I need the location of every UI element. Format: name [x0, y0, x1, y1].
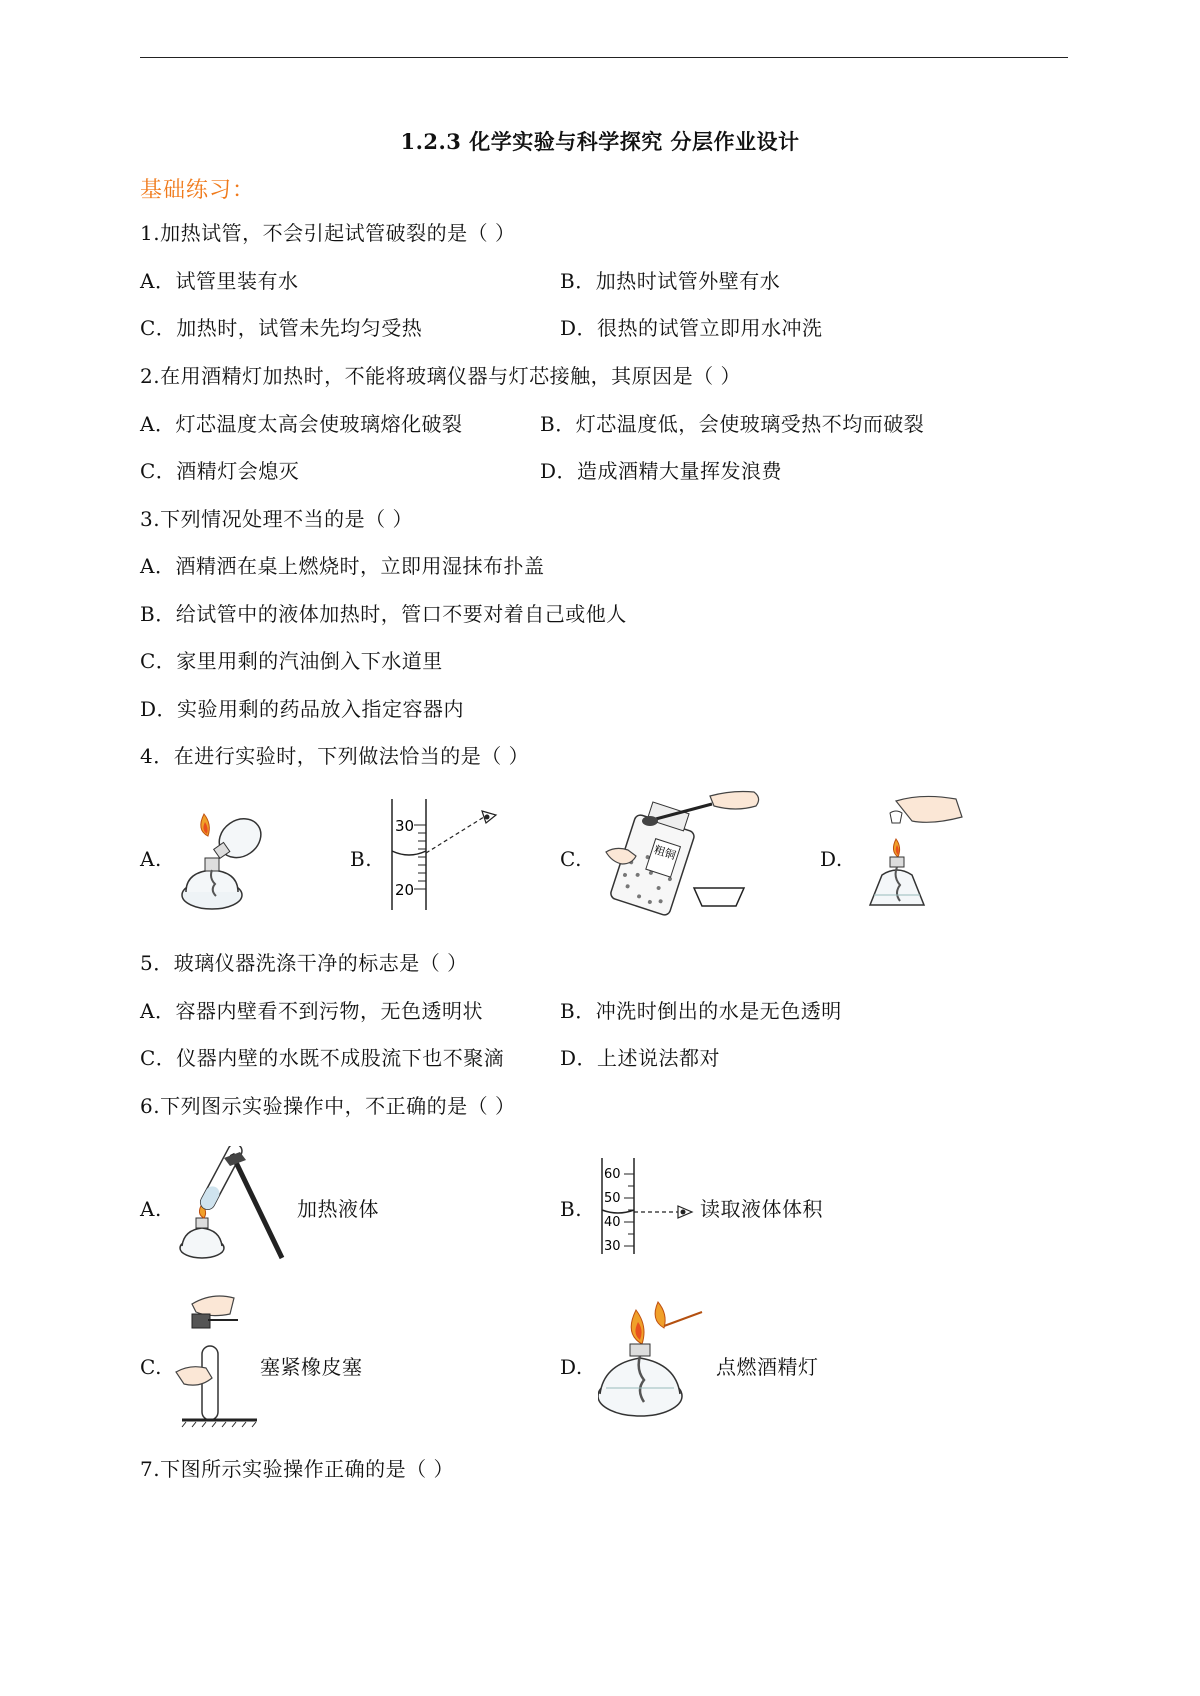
q6-caption-b: 读取液体体积 — [700, 1197, 823, 1221]
q6-option-d[interactable]: D. — [560, 1355, 583, 1379]
q4c-bottle-label: 粗铜 — [652, 843, 678, 863]
q6-caption-d: 点燃酒精灯 — [716, 1355, 819, 1379]
q2-option-d[interactable]: D．造成酒精大量挥发浪费 — [540, 459, 783, 483]
question-4-stem: 4．在进行实验时，下列做法恰当的是（ ） — [140, 744, 530, 768]
q5-option-d[interactable]: D．上述说法都对 — [560, 1046, 721, 1070]
q4-option-b[interactable]: B. — [350, 847, 373, 871]
q5-option-a[interactable]: A．容器内壁看不到污物，无色透明状 — [140, 999, 483, 1023]
q6b-tick-50: 50 — [604, 1191, 621, 1206]
q4b-tick-20: 20 — [395, 881, 415, 899]
question-2-stem: 2.在用酒精灯加热时，不能将玻璃仪器与灯芯接触，其原因是（ ） — [140, 364, 741, 388]
q2-option-c[interactable]: C．酒精灯会熄灭 — [140, 459, 300, 483]
q6-figure-b-read-volume — [598, 1156, 698, 1256]
q1-option-d[interactable]: D．很热的试管立即用水冲洗 — [560, 316, 823, 340]
q6b-tick-30: 30 — [604, 1239, 621, 1254]
q4-option-d[interactable]: D. — [820, 847, 843, 871]
q5-option-c[interactable]: C．仪器内壁的水既不成股流下也不聚滴 — [140, 1046, 505, 1070]
header-rule — [140, 57, 1068, 58]
q2-option-a[interactable]: A．灯芯温度太高会使玻璃熔化破裂 — [140, 412, 463, 436]
q4-option-a[interactable]: A. — [140, 847, 162, 871]
q4-figure-d-lamp-cap — [860, 795, 970, 920]
q1-option-a[interactable]: A．试管里装有水 — [140, 269, 299, 293]
q4-figure-c-reagent-bottle — [600, 790, 775, 920]
q3-option-a[interactable]: A．酒精洒在桌上燃烧时，立即用湿抹布扑盖 — [140, 554, 545, 578]
q6-caption-a: 加热液体 — [297, 1197, 379, 1221]
question-1-stem: 1.加热试管，不会引起试管破裂的是（ ） — [140, 221, 516, 245]
q4-figure-a-lamp-to-lamp — [172, 800, 282, 915]
q1-option-c[interactable]: C．加热时，试管未先均匀受热 — [140, 316, 423, 340]
q6-option-c[interactable]: C. — [140, 1355, 162, 1379]
q4b-tick-30: 30 — [395, 817, 415, 835]
question-7-stem: 7.下图所示实验操作正确的是（ ） — [140, 1457, 454, 1481]
q1-option-b[interactable]: B．加热时试管外壁有水 — [560, 269, 781, 293]
question-3-stem: 3.下列情况处理不当的是（ ） — [140, 507, 413, 531]
section-heading: 基础练习： — [140, 178, 256, 203]
q3-option-b[interactable]: B．给试管中的液体加热时，管口不要对着自己或他人 — [140, 602, 627, 626]
q6-figure-a-heating-liquid — [172, 1146, 297, 1266]
q5-option-b[interactable]: B．冲洗时倒出的水是无色透明 — [560, 999, 842, 1023]
q2-option-b[interactable]: B．灯芯温度低，会使玻璃受热不均而破裂 — [540, 412, 925, 436]
q3-option-d[interactable]: D．实验用剩的药品放入指定容器内 — [140, 697, 465, 721]
question-6-stem: 6.下列图示实验操作中，不正确的是（ ） — [140, 1094, 516, 1118]
q6-figure-d-lighting-lamp — [598, 1296, 708, 1426]
page-title: 1.2.3 化学实验与科学探究 分层作业设计 — [400, 129, 800, 154]
q4-figure-b-cylinder-reading — [384, 795, 504, 915]
q6-option-b[interactable]: B. — [560, 1197, 583, 1221]
q6-figure-c-stopper — [172, 1292, 267, 1428]
q3-option-c[interactable]: C．家里用剩的汽油倒入下水道里 — [140, 649, 443, 673]
q4-option-c[interactable]: C. — [560, 847, 582, 871]
question-5-stem: 5．玻璃仪器洗涤干净的标志是（ ） — [140, 951, 468, 975]
q6-caption-c: 塞紧橡皮塞 — [260, 1355, 363, 1379]
q6b-tick-40: 40 — [604, 1215, 621, 1230]
q6-option-a[interactable]: A. — [140, 1197, 162, 1221]
q6b-tick-60: 60 — [604, 1167, 621, 1182]
